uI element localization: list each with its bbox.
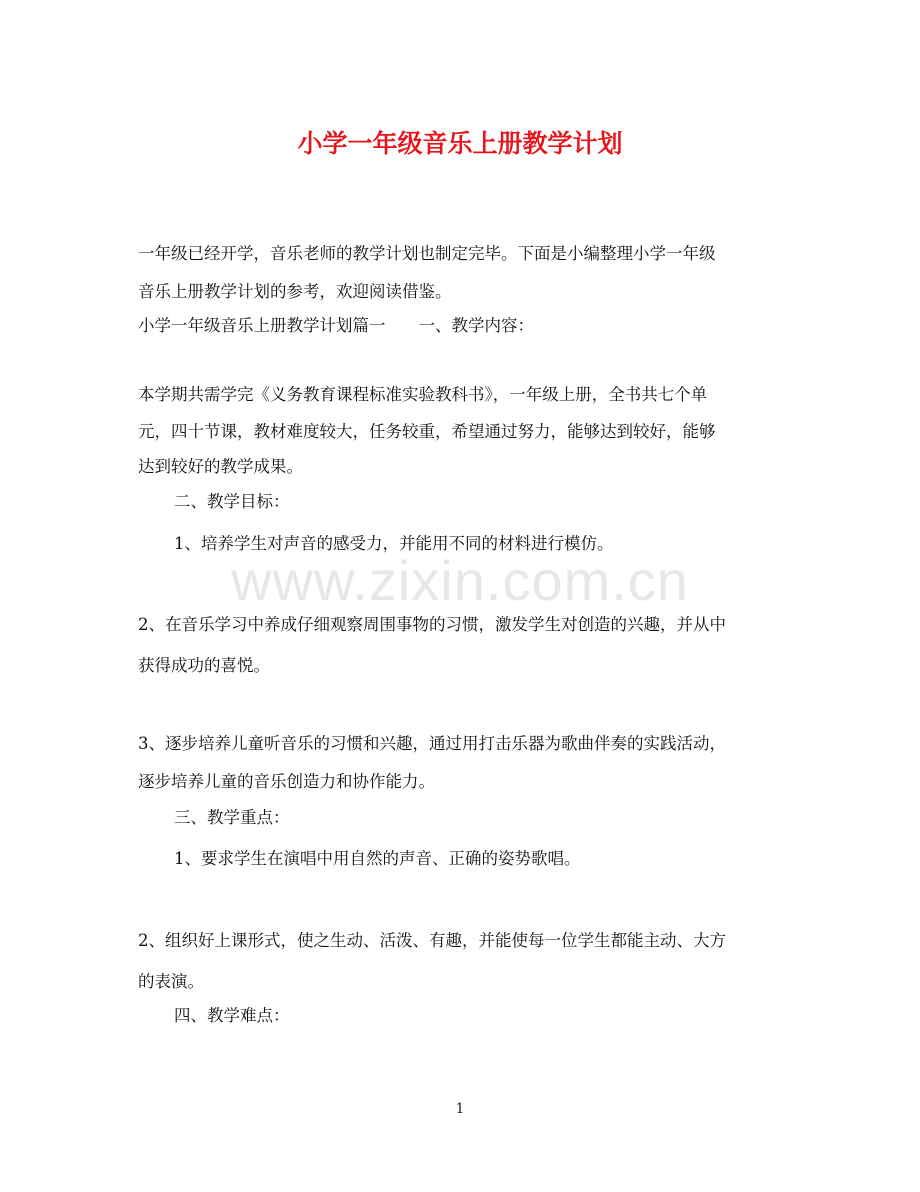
goal-item-3-line-2: 逐步培养儿童的音乐创造力和协作能力。 [138,772,435,791]
goal-item-3-line-1: 3、逐步培养儿童听音乐的习惯和兴趣，通过用打击乐器为歌曲伴奏的实践活动， [138,734,726,753]
page-number: 1 [455,1101,465,1117]
content-line-2: 元，四十节课，教材难度较大，任务较重，希望通过努力，能够达到较好，能够 [138,422,716,441]
content-line-3: 达到较好的教学成果。 [138,457,303,476]
goal-item-2-line-1: 2、在音乐学习中养成仔细观察周围事物的习惯，激发学生对创造的兴趣，并从中 [138,615,726,634]
section-heading-content: 小学一年级音乐上册教学计划篇一 一、教学内容： [138,316,534,335]
section-heading-focus: 三、教学重点： [174,808,290,827]
goal-item-2-line-2: 获得成功的喜悦。 [138,656,270,675]
content-line-1: 本学期共需学完《义务教育课程标准实验教科书》，一年级上册，全书共七个单 [138,385,708,404]
watermark: www.zixin.com.cn [231,549,689,612]
section-heading-difficulty: 四、教学难点： [174,1006,290,1025]
section-heading-goals: 二、教学目标： [174,492,290,511]
focus-item-1: 1、要求学生在演唱中用自然的声音、正确的姿势歌唱。 [174,849,581,868]
intro-line-1: 一年级已经开学，音乐老师的教学计划也制定完毕。下面是小编整理小学一年级 [138,244,716,263]
document-title: 小学一年级音乐上册教学计划 [297,129,623,158]
focus-item-2-line-2: 的表演。 [138,972,204,991]
intro-line-2: 音乐上册教学计划的参考，欢迎阅读借鉴。 [138,282,452,301]
goal-item-1: 1、培养学生对声音的感受力，并能用不同的材料进行模仿。 [174,534,614,553]
focus-item-2-line-1: 2、组织好上课形式，使之生动、活泼、有趣，并能使每一位学生都能主动、大方 [138,931,726,950]
